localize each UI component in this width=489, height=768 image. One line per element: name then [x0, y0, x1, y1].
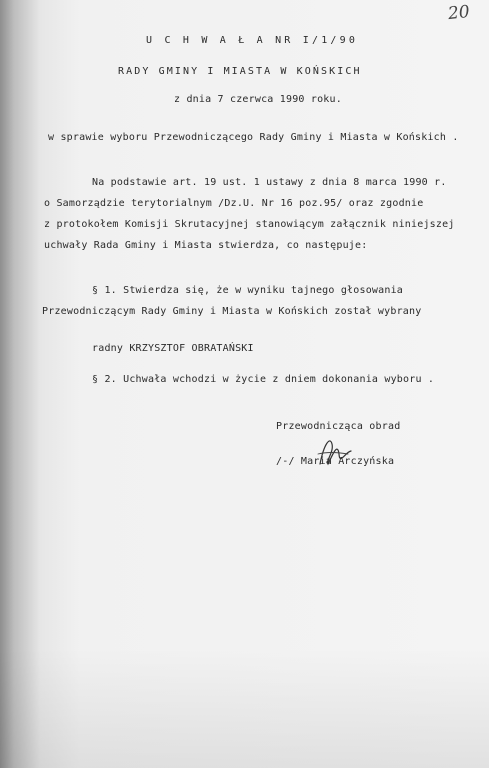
preamble-line: Na podstawie art. 19 ust. 1 ustawy z dnia 8 marca 1990 r.	[92, 177, 447, 188]
page-number: 20	[447, 1, 471, 25]
preamble-line: o Samorządzie terytorialnym /Dz.U. Nr 16 poz.95/ oraz zgodnie	[44, 198, 424, 209]
signatory-name: /-/ Maria Arczyńska	[276, 456, 395, 467]
section-1-line: § 1. Stwierdza się, że w wyniku tajnego głosowania	[92, 285, 404, 296]
resolution-subject: w sprawie wyboru Przewodniczącego Rady Gminy i Miasta w Końskich .	[48, 132, 459, 143]
signatory-role: Przewodnicząca obrad	[276, 421, 401, 432]
section-2: § 2. Uchwała wchodzi w życie z dniem dokonania wyboru .	[92, 374, 435, 385]
preamble-line: uchwały Rada Gminy i Miasta stwierdza, co następuje:	[44, 240, 368, 251]
section-1-line: Przewodniczącym Rady Gminy i Miasta w Końskich został wybrany	[42, 306, 422, 317]
resolution-title: U C H W A Ł A NR I/1/90	[146, 35, 359, 46]
preamble-line: z protokołem Komisji Skrutacyjnej stanowiącym załącznik niniejszej	[44, 219, 455, 230]
resolution-date: z dnia 7 czerwca 1990 roku.	[174, 94, 342, 105]
elected-councillor: radny KRZYSZTOF OBRATAŃSKI	[92, 343, 254, 354]
issuing-body: RADY GMINY I MIASTA W KOŃSKICH	[118, 66, 362, 77]
